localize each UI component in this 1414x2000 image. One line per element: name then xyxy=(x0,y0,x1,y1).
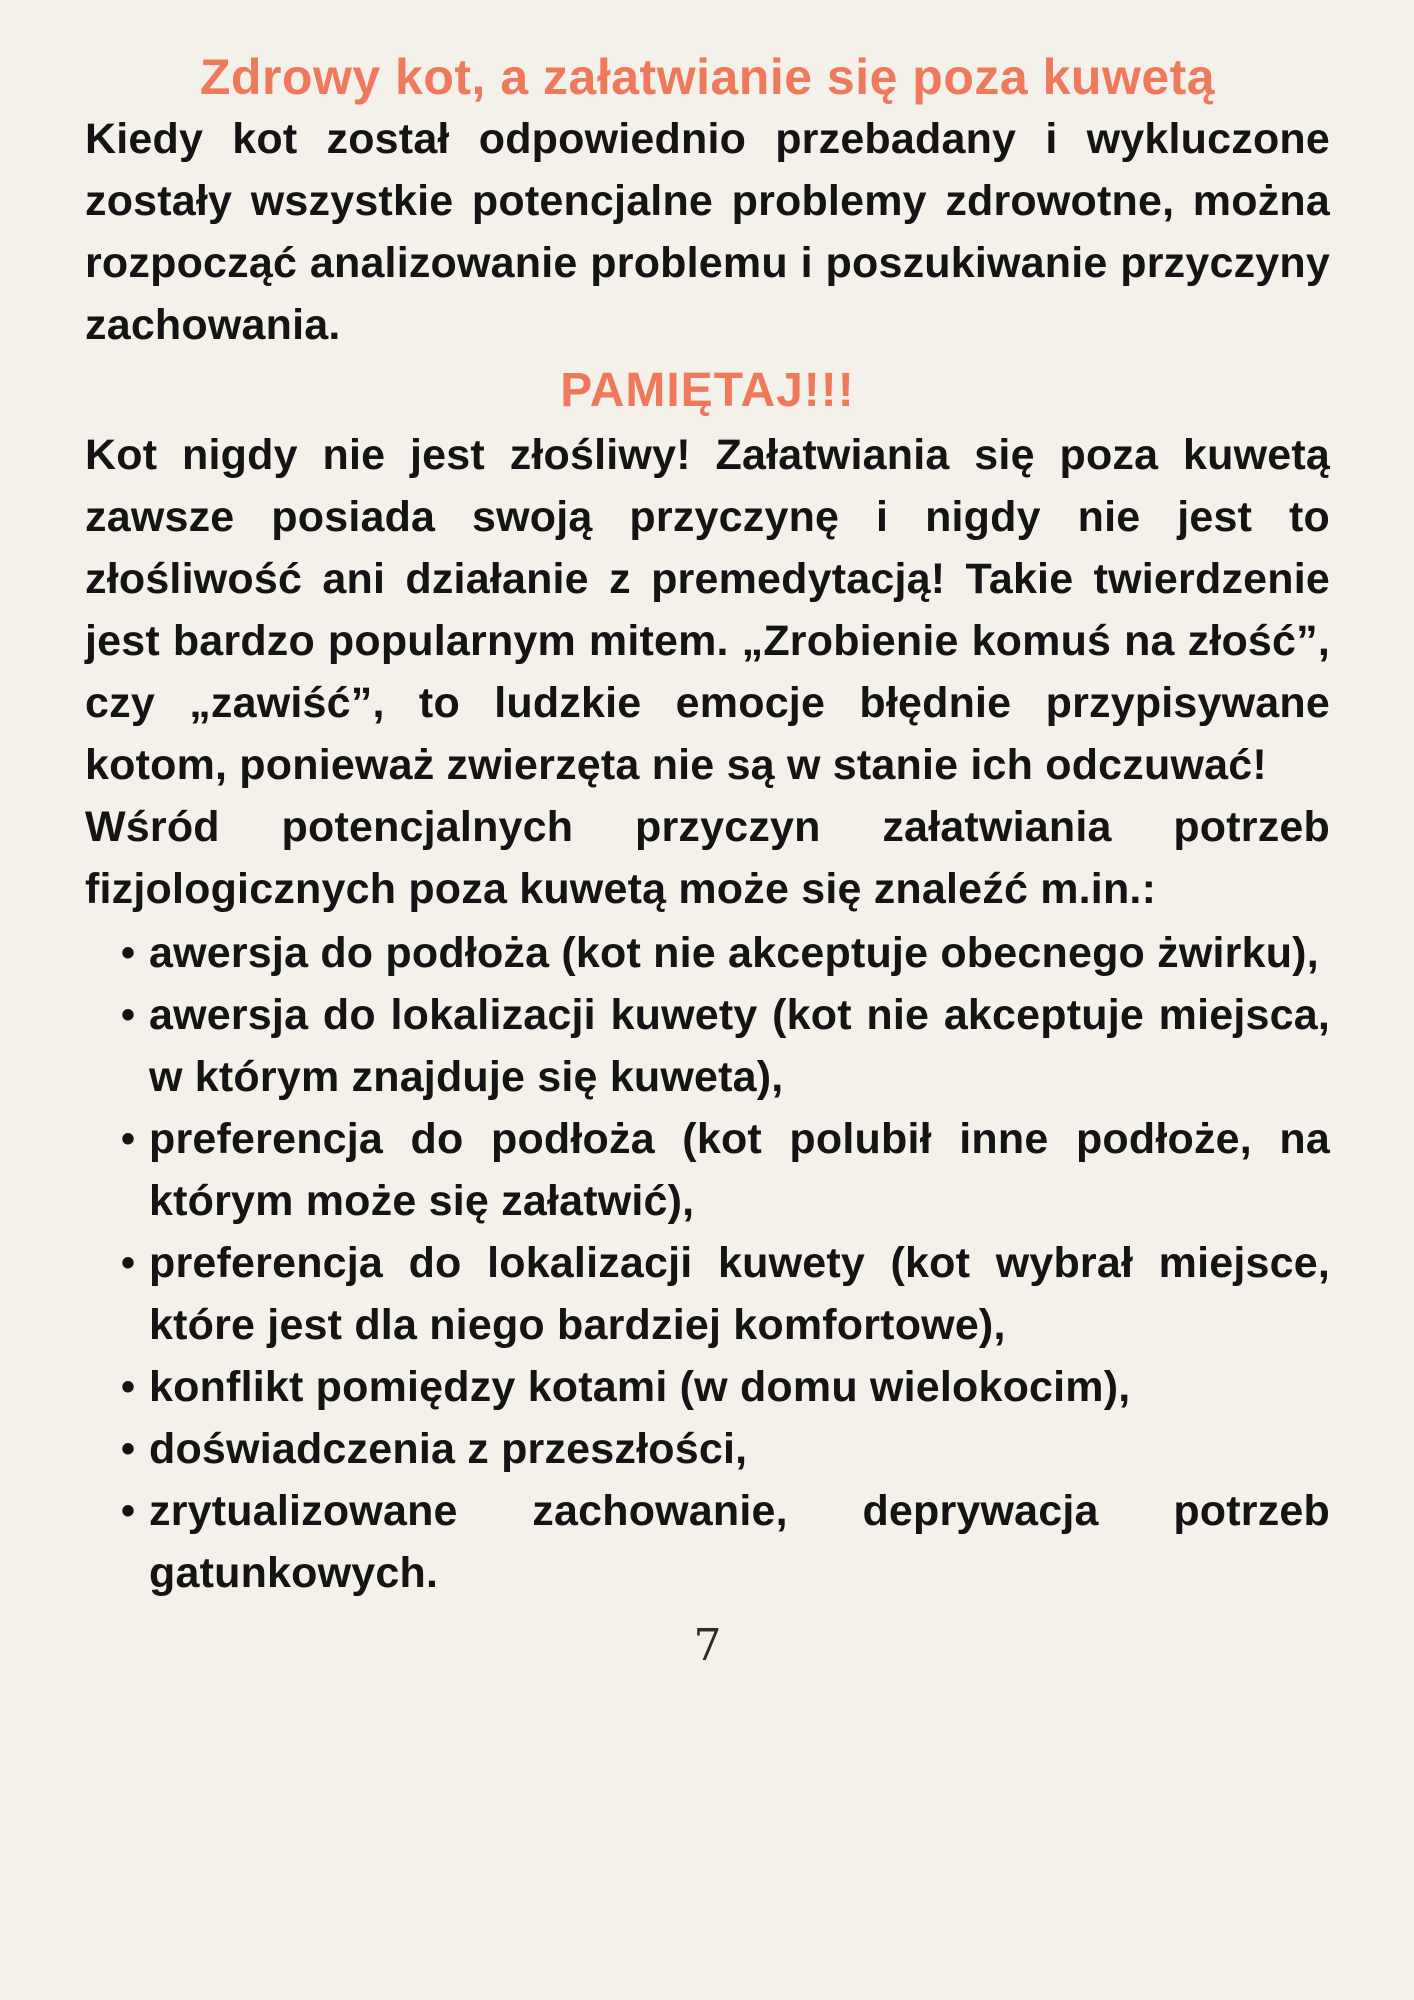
reminder-paragraph: Kot nigdy nie jest złośliwy! Załatwiania się poza kuwetą zawsze posiada swoją przyczynę i nigdy nie jest to złośliwość ani działanie z premedytacją! Takie twierdzenie jest bardzo popularnym mitem. „Zrobienie komuś na złość”, czy „zawiść”, to ludzkie emocje błędnie przypisywane kotom, ponieważ zwierzęta nie są w stanie ich odczuwać! xyxy=(85,431,1330,789)
list-item xyxy=(85,1356,1330,1418)
list-item-text: zrytualizowane zachowanie, deprywacja potrzeb gatunkowych. xyxy=(149,1487,1330,1597)
list-item xyxy=(85,1232,1330,1356)
causes-intro-paragraph: Wśród potencjalnych przyczyn załatwiania potrzeb fizjologicznych poza kuwetą może się znaleźć m.in.: xyxy=(85,803,1330,913)
list-item-text: preferencja do lokalizacji kuwety (kot wybrał miejsce, które jest dla niego bardziej komfortowe), xyxy=(149,1239,1330,1349)
list-item-text: preferencja do podłoża (kot polubił inne podłoże, na którym może się załatwić), xyxy=(149,1115,1330,1225)
bullet-icon: • xyxy=(121,1117,136,1161)
bullet-icon: • xyxy=(121,993,136,1037)
list-item xyxy=(85,1418,1330,1480)
list-item xyxy=(85,1108,1330,1232)
bullet-icon: • xyxy=(121,1241,136,1285)
bullet-icon: • xyxy=(121,1427,136,1471)
intro-paragraph: Kiedy kot został odpowiednio przebadany i wykluczone zostały wszystkie potencjalne problemy zdrowotne, można rozpocząć analizowanie problemu i poszukiwanie przyczyny zachowania. xyxy=(85,115,1330,349)
list-item-text: awersja do lokalizacji kuwety (kot nie akceptuje miejsca, w którym znajduje się kuweta), xyxy=(149,991,1330,1101)
reminder-heading: PAMIĘTAJ!!! xyxy=(560,364,855,417)
list-item xyxy=(85,922,1330,984)
page-title: Zdrowy kot, a załatwianie się poza kuwetą xyxy=(199,49,1216,105)
list-item-text: doświadczenia z przeszłości, xyxy=(149,1425,748,1473)
list-item xyxy=(85,984,1330,1108)
page-number: 7 xyxy=(693,1620,722,1671)
bullet-icon: • xyxy=(121,931,136,975)
bullet-icon: • xyxy=(121,1489,136,1533)
list-item-text: awersja do podłoża (kot nie akceptuje obecnego żwirku), xyxy=(149,929,1319,977)
causes-list xyxy=(85,922,1330,1604)
list-item xyxy=(85,1480,1330,1604)
list-item-text: konflikt pomiędzy kotami (w domu wielokocim), xyxy=(149,1363,1131,1411)
bullet-icon: • xyxy=(121,1365,136,1409)
